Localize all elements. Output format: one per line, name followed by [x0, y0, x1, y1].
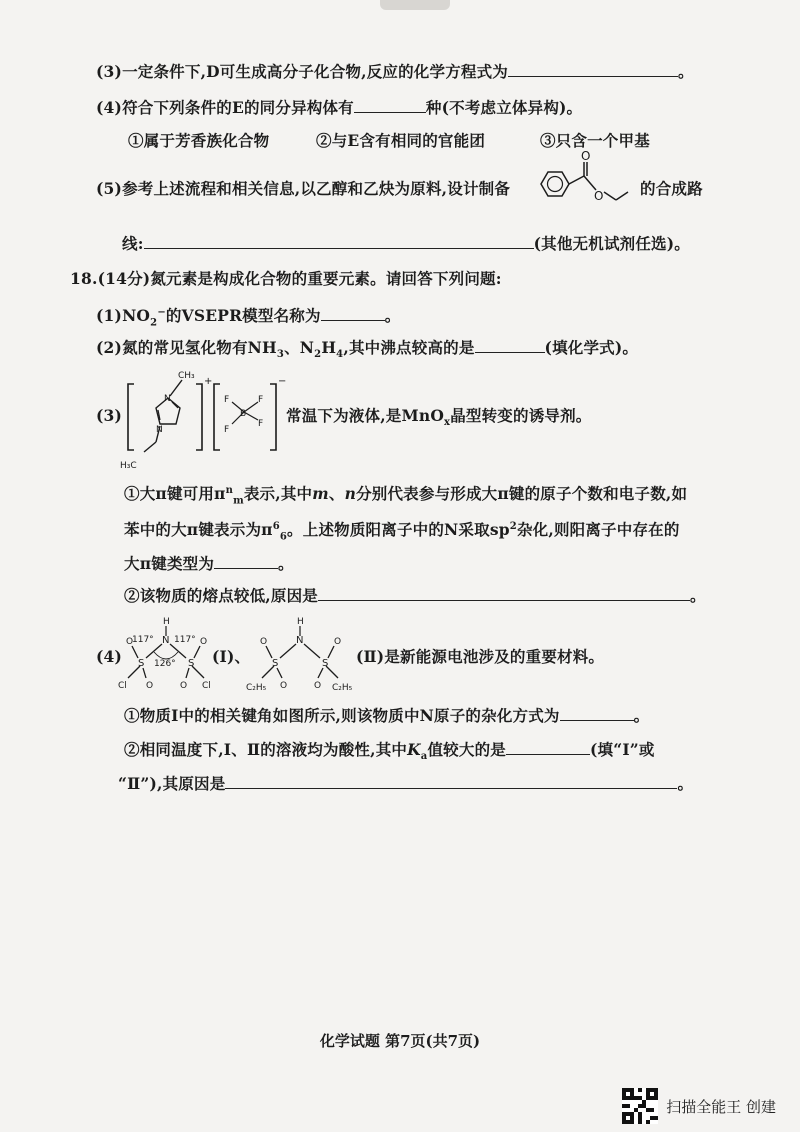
mol1-chlorine-left: Cl — [118, 681, 127, 691]
ionic-liquid-structure — [120, 362, 290, 474]
answer-blank[interactable] — [354, 96, 426, 113]
q17-part3: (3)一定条件下,D可生成高分子化合物,反应的化学方程式为 。 — [96, 62, 694, 81]
mol2-oxygen-3: O — [314, 681, 322, 691]
page-footer: 化学试题 第7页(共7页) — [319, 1032, 481, 1050]
mol2-sulfur-right: S — [322, 658, 329, 669]
mol1-oxygen-1: O — [126, 637, 134, 647]
q18-part4-label: (4) — [96, 647, 123, 666]
answer-blank[interactable] — [144, 232, 534, 249]
mol1-hydrogen: H — [163, 617, 170, 627]
molecule-II-tag: (Ⅱ)是新能源电池涉及的重要材料。 — [356, 647, 605, 666]
q17-part4: (4)符合下列条件的E的同分异构体有 种(不考虑立体异构)。 — [96, 98, 583, 117]
cation-n2: N — [156, 425, 163, 435]
watermark-text: 扫描全能王 创建 — [666, 1097, 776, 1116]
mol1-angle-right: 117° — [174, 635, 196, 645]
q18-part4-q1: ①物质Ⅰ中的相关键角如图所示,则该物质中N原子的杂化方式为 。 — [124, 706, 650, 725]
mol1-angle-center: 126° — [154, 659, 176, 669]
scan-edge-mark — [380, 0, 450, 10]
q17-part5-route: 线: (其他无机试剂任选)。 — [122, 234, 690, 253]
answer-blank[interactable] — [225, 772, 677, 789]
mol2-nitrogen: N — [296, 635, 304, 646]
answer-blank[interactable] — [508, 60, 678, 77]
mol1-oxygen-4: O — [200, 637, 208, 647]
q18-part3-q2: ②该物质的熔点较低,原因是 。 — [124, 586, 706, 605]
q18-part1: $(1)NO_2^-$的VSEPR模型名称为 。 — [96, 306, 401, 329]
condition-3: ③只含一个甲基 — [540, 131, 650, 150]
condition-1: ①属于芳香族化合物 — [128, 131, 270, 150]
mol2-sulfur-left: S — [272, 658, 279, 669]
mol2-oxygen-2: O — [280, 681, 288, 691]
q18-part2: (2)氮的常见氢化物有$NH_3$、$N_2H_4$,其中沸点较高的是 (填化学式)。 — [96, 338, 639, 361]
scanner-watermark — [622, 1088, 776, 1124]
mol1-oxygen-3: O — [180, 681, 188, 691]
anion-fluorine-2: F — [258, 395, 264, 405]
mol1-sulfur-left: S — [138, 658, 145, 669]
mol2-oxygen-4: O — [334, 637, 342, 647]
anion-fluorine-3: F — [224, 425, 230, 435]
q18-part3-label: (3) — [96, 406, 123, 425]
molecule-II-structure — [244, 614, 356, 694]
molecule-I-tag: (Ⅰ)、 — [212, 647, 251, 666]
q17-part5: (5)参考上述流程和相关信息,以乙醇和乙炔为原料,设计制备 — [96, 179, 511, 198]
q18-part3-q1: ①大π键可用$\pi^n_m$表示,其中m、n分别代表参与形成大π键的原子个数和电子数,如 — [124, 484, 688, 507]
answer-blank[interactable] — [475, 336, 545, 353]
mol2-hydrogen: H — [297, 617, 304, 627]
mol1-angle-left: 117° — [132, 635, 154, 645]
qr-code-icon — [622, 1088, 658, 1124]
anion-fluorine-1: F — [224, 395, 230, 405]
q18-part3-q1-end: 大π键类型为 。 — [124, 554, 294, 573]
answer-blank[interactable] — [318, 584, 690, 601]
mol1-nitrogen: N — [162, 635, 170, 646]
q18-part3-q1-cont: 苯中的大π键表示为$\pi^6_6$。上述物质阳离子中的N采取$sp^2$杂化,则阳离子中存在的 — [124, 520, 680, 543]
mol1-sulfur-right: S — [188, 658, 195, 669]
q17-part5-cont: 的合成路 — [640, 179, 703, 198]
mol2-ethyl-right: C₂H₅ — [332, 683, 353, 693]
anion-charge: − — [278, 376, 287, 387]
mol2-oxygen-1: O — [260, 637, 268, 647]
ethyl-benzoate-structure — [528, 150, 638, 220]
anion-boron: B — [240, 409, 247, 419]
answer-blank[interactable] — [321, 304, 385, 321]
anion-fluorine-4: F — [258, 419, 264, 429]
mol1-oxygen-2: O — [146, 681, 154, 691]
mol1-chlorine-right: Cl — [202, 681, 211, 691]
ester-oxygen-ether: O — [594, 189, 604, 203]
cation-n1: N — [164, 394, 171, 404]
q18-part4-q2: ②相同温度下,Ⅰ、Ⅱ的溶液均为酸性,其中$K_a$值较大的是 (填“Ⅰ”或 — [124, 740, 655, 763]
molecule-I-structure — [116, 614, 218, 694]
answer-blank[interactable] — [560, 704, 634, 721]
q18-header: 18.(14分)氮元素是构成化合物的重要元素。请回答下列问题: — [70, 269, 502, 288]
answer-blank[interactable] — [506, 738, 590, 755]
cation-charge: + — [204, 376, 213, 387]
q18-part4-q2-cont: “Ⅱ”),其原因是 。 — [118, 774, 694, 793]
q18-part3-desc: 常温下为液体,是MnO$_x$晶型转变的诱导剂。 — [286, 406, 592, 429]
cation-methyl: CH₃ — [178, 371, 195, 381]
condition-2: ②与E含有相同的官能团 — [316, 131, 486, 150]
ester-oxygen-carbonyl: O — [581, 150, 591, 163]
mol2-ethyl-left: C₂H₅ — [246, 683, 267, 693]
cation-ethyl: H₃C — [120, 461, 137, 471]
answer-blank[interactable] — [214, 552, 278, 569]
